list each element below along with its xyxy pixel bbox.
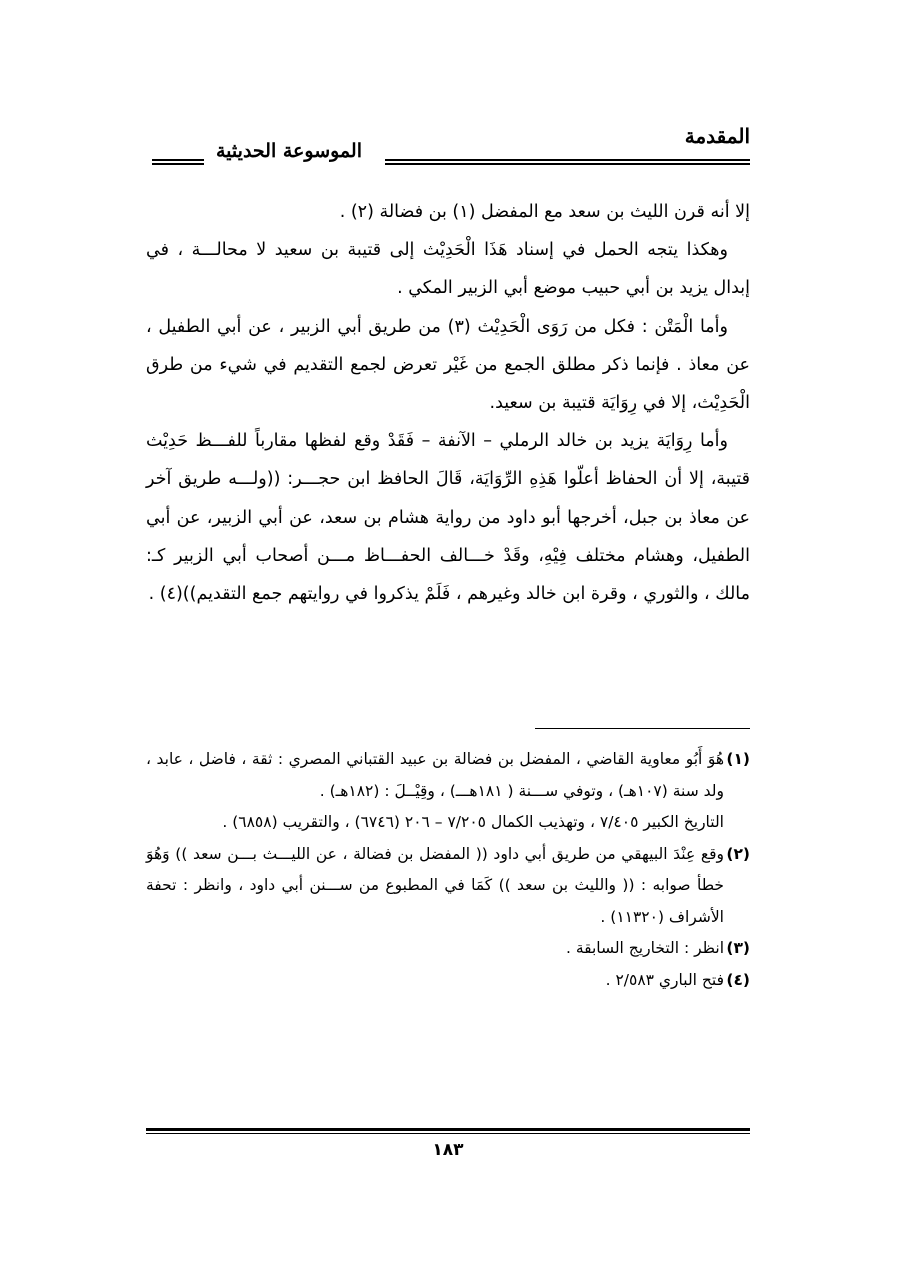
page [146, 0, 750, 1273]
paragraph-3: وأما الْمَتْن : فكل من رَوَى الْحَدِيْث (٣) من طريق أبي الزبير ، عن أبي الطفيل ، عن معاذ . فإنما ذكر مطلق الجمع من غَيْر تعرض لجمع التقديم في شيء من طرق الْحَدِيْث، إلا في رِوَايَة قتيبة بن سعيد. [146, 316, 750, 414]
header-rule-right [385, 159, 750, 165]
footnote-separator [535, 728, 750, 729]
footnote-2 [146, 839, 750, 934]
footnote-4 [146, 965, 750, 997]
paragraph-2: وهكذا يتجه الحمل في إسناد هَذَا الْحَدِيْث إلى قتيبة بن سعيد لا محالـــة ، في إبدال يزيد بن أبي حبيب موضع أبي الزبير المكي . [146, 240, 750, 299]
page-number: ١٨٣ [432, 1140, 464, 1160]
footnote-number: (٣) [726, 939, 750, 957]
footnote-body [146, 744, 750, 807]
footnote-text: فتح الباري ٢/٥٨٣ . [605, 970, 724, 989]
footnote-body [146, 965, 750, 997]
main-text [146, 193, 750, 613]
header-rule-left [152, 159, 204, 165]
footnote-number: (٤) [726, 970, 750, 989]
footnote-number: (٢) [726, 844, 750, 863]
footnote-body [146, 839, 750, 934]
footnote-1 [146, 744, 750, 839]
footnote-text: هُوَ أَبُو معاوية القاضي ، المفضل بن فضالة بن عبيد القتباني المصري : ثقة ، فاضل ، عابد ، ولد سنة (١٠٧هـ) ، وتوفي ســـنة ( ١٨١هـــ) ، وقِيْــلَ : (١٨٢هـ) . [146, 750, 724, 800]
footer-rule [146, 1128, 750, 1134]
footnote-body [146, 933, 750, 965]
footnote-number: (١) [726, 750, 750, 768]
footnote-text: انظر : التخاريج السابقة . [565, 939, 724, 957]
page-header [146, 118, 750, 170]
paragraph-1: إلا أنه قرن الليث بن سعد مع المفضل (١) بن فضالة (٢) . [339, 202, 750, 222]
paragraph-4: وأما رِوَايَة يزيد بن خالد الرملي – الآنفة – فَقَدْ وقع لفظها مقارباً للفـــظ حَدِيْث قتيبة، إلا أن الحفاظ أعلّوا هَذِهِ الرِّوَايَة، قَالَ الحافظ ابن حجـــر: ((ولـــه طريق آخر عن معاذ بن جبل، أخرجها أبو داود من رواية هشام بن سعد، عن أبي الزبير، عن أبي الطفيل، وهشام مختلف فِيْهِ، وقَدْ خـــالف الحفـــاظ مـــن أصحاب أبي الزبير كـ: مالك ، والثوري ، وقرة ابن خالد وغيرهم ، فَلَمْ يذكروا في روايتهم جمع التقديم))(٤) . [146, 431, 750, 605]
footnote-text: وقع عِنْدَ البيهقي من طريق أبي داود (( المفضل بن فضالة ، عن الليـــث بـــن سعد )) وَهُوَ خطأ صوابه : (( والليث بن سعد )) كَمَا في المطبوع من ســـنن أبي داود ، وانظر : تحفة الأشراف (١١٣٢٠) . [146, 844, 724, 926]
footnote-references: التاريخ الكبير ٧/٤٠٥ ، وتهذيب الكمال ٧/٢٠٥ – ٢٠٦ (٦٧٤٦) ، والتقريب (٦٨٥٨) . [222, 813, 724, 831]
section-title: المقدمة [684, 124, 750, 148]
footnotes [146, 744, 750, 996]
book-title: الموسوعة الحديثية [216, 140, 362, 162]
footnote-3 [146, 933, 750, 965]
